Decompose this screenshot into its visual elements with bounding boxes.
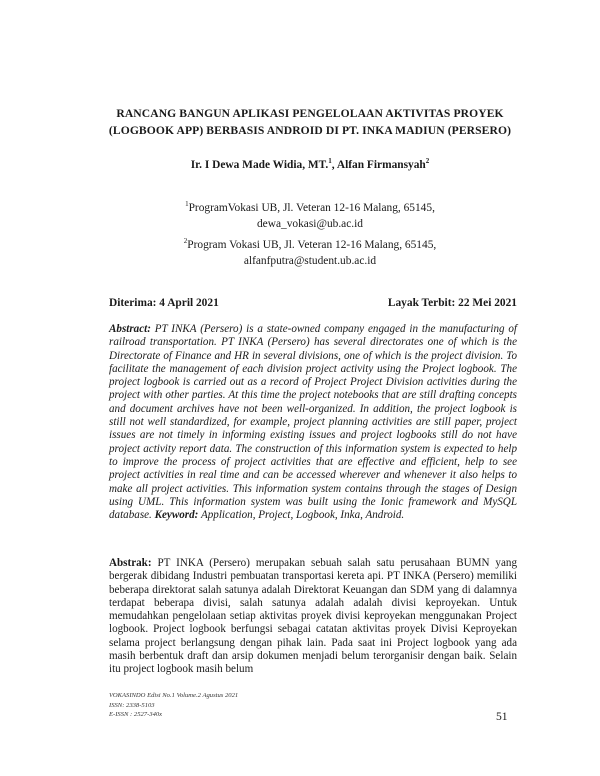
- journal-edition: VOKASINDO Edisi No.1 Volume.2 Agustus 2021: [109, 692, 239, 699]
- journal-footer: [109, 691, 309, 720]
- author-list: [100, 154, 520, 172]
- affiliations: [140, 196, 480, 270]
- author-separator: ,: [331, 158, 337, 171]
- journal-issn: ISSN: 2338-5103: [109, 701, 155, 709]
- keyword-label: Keyword:: [154, 509, 199, 522]
- paper-title: [100, 105, 520, 139]
- affiliation-1-email: dewa_vokasi@ub.ac.id: [256, 218, 363, 231]
- submission-dates: [109, 296, 517, 310]
- affiliation-2-mark: 2: [183, 236, 188, 245]
- abstract-indonesian: [109, 557, 517, 677]
- affiliation-2-address: $^2$Program Vokasi UB, Jl. Veteran 12-16 Malang, 65145,: [183, 236, 437, 251]
- abstract-english: [109, 323, 517, 522]
- title-line-1: RANCANG BANGUN APLIKASI PENGELOLAAN AKTIVITAS PROYEK: [116, 107, 504, 120]
- published-date: Layak Terbit: 22 Mei 2021: [387, 297, 517, 309]
- abstract-id-label: Abstrak:: [109, 557, 152, 569]
- title-line-2: (LOGBOOK APP) BERBASIS ANDROID DI PT. INKA MADIUN (PERSERO): [108, 124, 512, 137]
- abstract-en-text: PT INKA (Persero) is a state-owned company engaged in the manufacturing of railroad transportation. PT INKA (Persero) has several directorates one of which is the Directorate of Finance and HR in several divisions, one of which is the project division. To facilitate the management of each division project activity using the Project logbook. The project logbook is carried out as a record of Project Project Division activities during the project with other parties. At this time the project notebooks that are still drafting concepts and document archives have not been well-organized. In addition, the project logbook is still not well standardized, for example, project planning activities are still paper, project issues are not timely in informing existing issues and project logbooks still do not have project activity report data. The construction of this information system is expected to help to improve the process of project activities that are effective and efficient, help to see project activities in real time and can be accessed wherever and whenever it also helps to make all project activities. This information system contains through the stages of Design using UML. This information system was built using the Ionic framework and MySQL database.: [109, 323, 517, 522]
- keyword-list: Application, Project, Logbook, Inka, Android.: [198, 509, 405, 522]
- affiliation-2-email: alfanfputra@student.ub.ac.id: [243, 255, 377, 268]
- affiliation-1-mark: 1: [185, 200, 189, 208]
- abstract-en-label: Abstract:: [109, 323, 151, 335]
- author-2-name: Alfan Firmansyah: [336, 158, 426, 171]
- affiliation-1-address: $^1$ProgramVokasi UB, Jl. Veteran 12-16 Malang, 65145,: [185, 200, 435, 214]
- author-1-affiliation-mark: 1: [328, 157, 332, 165]
- abstract-id-text: PT INKA (Persero) merupakan sebuah salah satu perusahaan BUMN yang bergerak dibidang Industri pembuatan transportasi kereta api. PT INKA (Persero) memiliki beberapa direktorat salah satunya adalah Direktorat Keuangan dan SDM yang di dalamnya terdapat beberapa divisi, salah satunya adalah adalah divisi keproyekan. Untuk memudahkan pengelolaan setiap aktivitas proyek divisi keproyekan menggunakan Project logbook. Project logbook berfungsi sebagai catatan aktivitas proyek Divisi Keproyekan selama project berlangsung dengan pihak lain. Pada saat ini Project logbook yang ada masih berbentuk draft dan arsip dokumen menjadi belum terorganisir dengan baik. Selain itu project logbook masih belum: [109, 557, 517, 676]
- journal-eissn: E-ISSN : 2527-340x: [109, 711, 163, 718]
- author-2-affiliation-mark: 2: [425, 157, 430, 165]
- author-1-name: Ir. I Dewa Made Widia, MT.: [190, 158, 329, 171]
- page-number: 51: [496, 710, 508, 723]
- received-date: Diterima: 4 April 2021: [109, 297, 219, 309]
